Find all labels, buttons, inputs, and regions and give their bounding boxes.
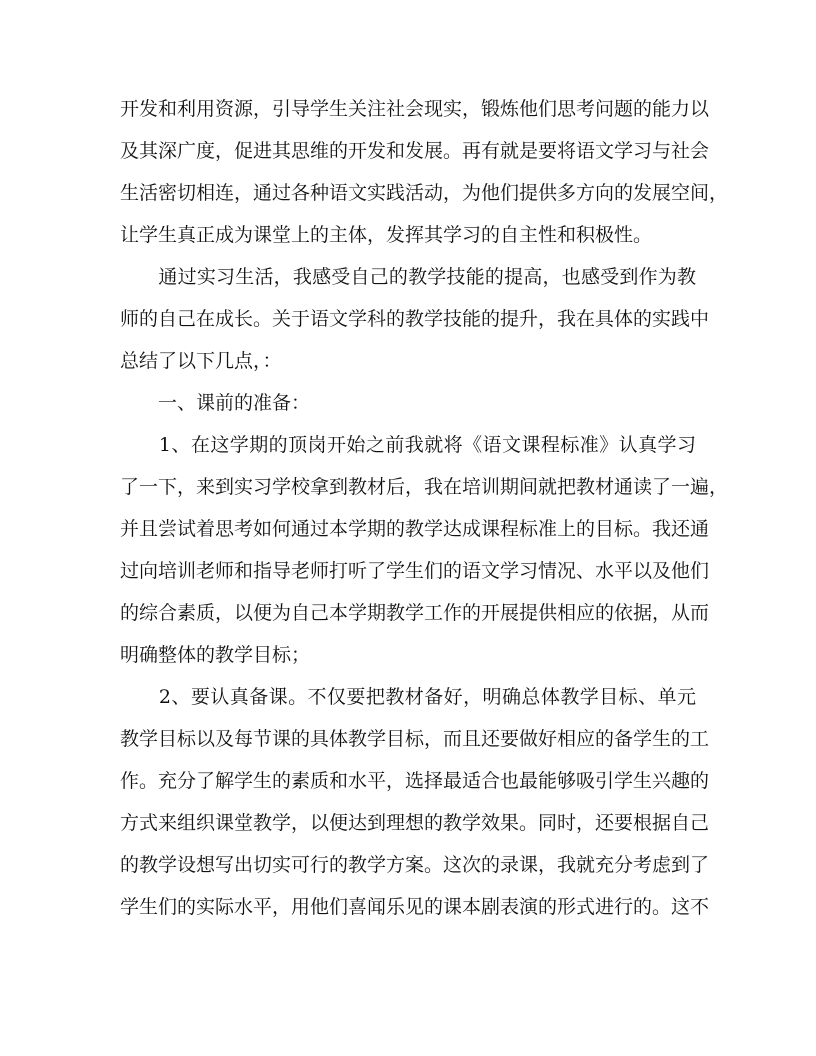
text-line: 过向培训老师和指导老师打听了学生们的语文学习情况、水平以及他们	[120, 560, 710, 582]
text-line: 师的自己在成长。关于语文学科的教学技能的提升，我在具体的实践中	[120, 308, 710, 330]
text-line: 的综合素质，以便为自己本学期教学工作的开展提供相应的依据，从而	[120, 602, 710, 624]
text-line: 总结了以下几点，：	[120, 350, 282, 372]
text-line: 学生们的实际水平，用他们喜闻乐见的课本剧表演的形式进行的。这不	[120, 896, 710, 918]
text-line: 教学目标以及每节课的具体教学目标，而且还要做好相应的备学生的工	[120, 728, 710, 750]
text-line: 明确整体的教学目标；	[120, 644, 311, 666]
text-line: 及其深广度，促进其思维的开发和发展。再有就是要将语文学习与社会	[120, 140, 710, 162]
text-line: 1、在这学期的顶岗开始之前我就将《语文课程标准》认真学习	[120, 434, 696, 456]
text-line: 让学生真正成为课堂上的主体，发挥其学习的自主性和积极性。	[120, 224, 653, 246]
text-line: 开发和利用资源，引导学生关注社会现实，锻炼他们思考问题的能力以	[120, 98, 710, 120]
text-line: 作。充分了解学生的素质和水平，选择最适合也最能够吸引学生兴趣的	[120, 770, 710, 792]
section-heading: 一、课前的准备：	[120, 392, 311, 414]
text-line: 并且尝试着思考如何通过本学期的教学达成课程标准上的目标。我还通	[120, 518, 710, 540]
text-line: 通过实习生活，我感受自己的教学技能的提高，也感受到作为教	[120, 266, 696, 288]
text-line: 了一下，来到实习学校拿到教材后，我在培训期间就把教材通读了一遍，	[120, 476, 729, 498]
text-line: 2、要认真备课。不仅要把教材备好，明确总体教学目标、单元	[120, 686, 696, 708]
text-line: 方式来组织课堂教学，以便达到理想的教学效果。同时，还要根据自己	[120, 812, 710, 834]
text-line: 的教学设想写出切实可行的教学方案。这次的录课，我就充分考虑到了	[120, 854, 710, 876]
text-line: 生活密切相连，通过各种语文实践活动，为他们提供多方向的发展空间，	[120, 182, 729, 204]
